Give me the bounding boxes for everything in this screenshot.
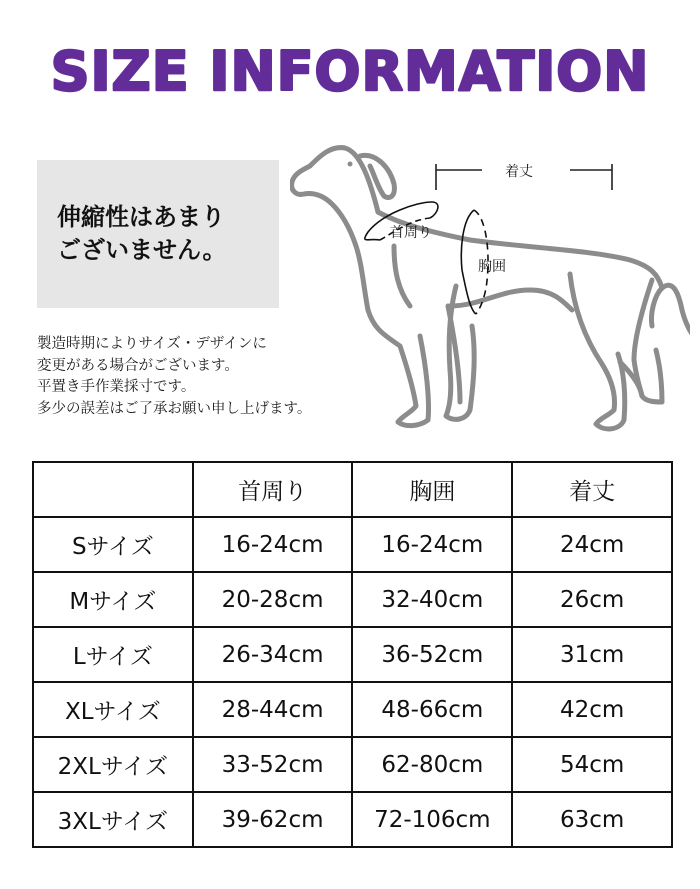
- length-cell: 42cm: [512, 682, 672, 737]
- table-row: [33, 682, 672, 737]
- dog-outline-icon: [290, 140, 690, 440]
- neck-cell: 26-34cm: [193, 627, 353, 682]
- neck-cell: 39-62cm: [193, 792, 353, 847]
- size-table: [32, 461, 673, 848]
- size-name-cell: 3XLサイズ: [33, 792, 193, 847]
- chest-cell: 32-40cm: [352, 572, 512, 627]
- length-cell: 24cm: [512, 517, 672, 572]
- size-name-cell: 2XLサイズ: [33, 737, 193, 792]
- page-title: [0, 28, 700, 108]
- note-line: 多少の誤差はご了承お願い申し上げます。: [37, 400, 312, 417]
- length-cell: 31cm: [512, 627, 672, 682]
- neck-label: 首周り: [390, 225, 432, 241]
- size-name-cell: Mサイズ: [33, 572, 193, 627]
- page-title-text: SIZE INFORMATION: [50, 40, 650, 103]
- table-row: [33, 572, 672, 627]
- note-line: 平置き手作業採寸です。: [37, 379, 196, 395]
- table-row: [33, 792, 672, 847]
- size-name-cell: Lサイズ: [33, 627, 193, 682]
- header-cell-blank: [33, 462, 193, 517]
- chest-cell: 72-106cm: [352, 792, 512, 847]
- chest-cell: 62-80cm: [352, 737, 512, 792]
- stretch-notice-box: [37, 160, 279, 308]
- neck-cell: 28-44cm: [193, 682, 353, 737]
- length-cell: 63cm: [512, 792, 672, 847]
- notice-line: 伸縮性はあまり: [57, 203, 225, 231]
- table-header-row: [33, 462, 672, 517]
- length-cell: 54cm: [512, 737, 672, 792]
- neck-cell: 16-24cm: [193, 517, 353, 572]
- neck-cell: 33-52cm: [193, 737, 353, 792]
- chest-cell: 16-24cm: [352, 517, 512, 572]
- length-label: 着丈: [505, 164, 533, 180]
- dog-measurement-diagram: [290, 140, 690, 440]
- table-row: [33, 627, 672, 682]
- header-cell-length: 着丈: [512, 462, 672, 517]
- chest-cell: 36-52cm: [352, 627, 512, 682]
- note-line: 製造時期によりサイズ・デザインに: [37, 336, 267, 352]
- table-row: [33, 737, 672, 792]
- note-line: 変更がある場合がございます。: [37, 357, 239, 374]
- length-cell: 26cm: [512, 572, 672, 627]
- size-name-cell: Sサイズ: [33, 517, 193, 572]
- header-cell-chest: 胸囲: [352, 462, 512, 517]
- neck-cell: 20-28cm: [193, 572, 353, 627]
- header-cell-neck: 首周り: [193, 462, 353, 517]
- notice-line: ございません。: [57, 236, 227, 264]
- table-row: [33, 517, 672, 572]
- size-name-cell: XLサイズ: [33, 682, 193, 737]
- chest-label: 胸囲: [478, 259, 506, 275]
- chest-cell: 48-66cm: [352, 682, 512, 737]
